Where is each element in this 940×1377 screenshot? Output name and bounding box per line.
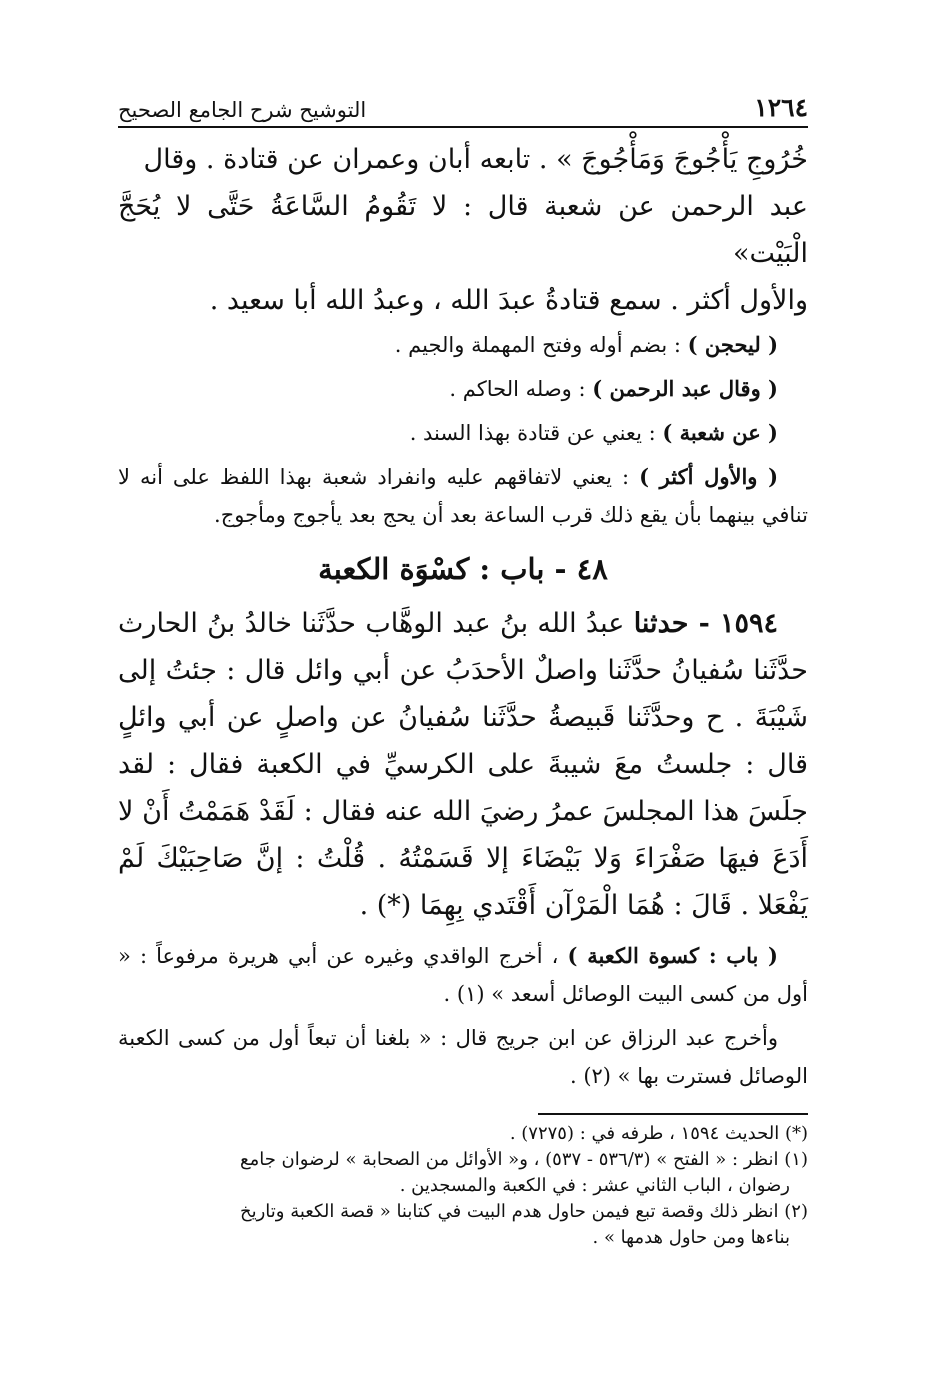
footnote-continuation: رضوان ، الباب الثاني عشر : في الكعبة والمسجدين . — [399, 1175, 790, 1196]
running-header — [118, 78, 808, 128]
note-paragraph — [118, 370, 808, 408]
hadith-number: ١٥٩٤ - حدثنا — [633, 608, 778, 639]
note-paragraph — [118, 326, 808, 364]
note-term: ( عن شعبة ) — [662, 420, 778, 445]
note-text: : يعني لاتفاقهم عليه وانفراد شعبة بهذا اللفظ على أنه لا تنافي بينهما بأن يقع ذلك قرب الساعة بعد أن يحج بعد يأجوج ومأجوج. — [118, 465, 808, 527]
note-term: ( ليحجن ) — [687, 332, 778, 357]
book-title: التوشيح شرح الجامع الصحيح — [118, 98, 367, 122]
note-text: : يعني عن قتادة بهذا السند . — [409, 421, 663, 445]
chapter-heading: ٤٨ - باب : كسْوَة الكعبة — [318, 552, 608, 586]
commentary-text: ، أخرج الواقدي وغيره عن أبي هريرة مرفوعاً : « أول من كسى البيت الوصائل أسعد » (١) . — [118, 944, 808, 1006]
hadith-paragraph — [118, 600, 808, 929]
commentary-term: ( باب : كسوة الكعبة ) — [567, 943, 778, 968]
intro-line: عبد الرحمن عن شعبة قال : لا تَقُومُ السَّاعَةُ حَتَّى لا يُحَجَّ الْبَيْت» — [118, 191, 808, 269]
book-page — [118, 78, 808, 1251]
commentary-text: وأخرج عبد الرزاق عن ابن جريج قال : « بلغنا أن تبعاً أول من كسى الكعبة الوصائل فسترت بها » (٢) . — [118, 1026, 808, 1088]
note-term: ( وقال عبد الرحمن ) — [592, 376, 778, 401]
note-term: ( والأول أكثر ) — [639, 464, 779, 489]
page-number: ١٢٦٤ — [754, 93, 808, 122]
commentary-paragraph — [118, 937, 808, 1013]
footnote-separator — [538, 1113, 808, 1115]
intro-line: خُرُوجِ يَأْجُوجَ وَمَأْجُوجَ » . تابعه أبان وعمران عن قتادة . وقال — [143, 144, 808, 175]
footnote: (*) الحديث ١٥٩٤ ، طرفه في : (٧٢٧٥) . — [509, 1123, 808, 1144]
intro-line: والأول أكثر . سمع قتادةُ عبدَ الله ، وعبدُ الله أبا سعيد . — [209, 285, 808, 316]
note-text: : وصله الحاكم . — [449, 377, 593, 401]
note-paragraph — [118, 458, 808, 534]
footnote-continuation: بناءها ومن حاول هدمها » . — [592, 1227, 790, 1248]
footnote: (٢) انظر ذلك وقصة تبع فيمن حاول هدم البيت في كتابنا « قصة الكعبة وتاريخ — [239, 1201, 808, 1222]
commentary-paragraph — [118, 1019, 808, 1095]
note-paragraph — [118, 414, 808, 452]
hadith-text: عبدُ الله بنُ عبد الوهَّاب حدَّثَنا خالدُ بنُ الحارث حدَّثَنا سُفيانُ حدَّثَنا واصلٌ الأحدَبُ عن أبي وائل قال : جئتُ إلى شَيْبَةَ . ح وحدَّثَنا قَبيصةُ حدَّثَنا سُفيانُ عن واصلٍ عن أبي وائلٍ قال : جلستُ معَ شيبةَ على الكرسيِّ في الكعبة فقال : لقد جلَسَ هذا المجلسَ عمرُ رضيَ الله عنه فقال : لَقَدْ هَمَمْتُ أَنْ لا أَدَعَ فيهَا صَفْرَاءَ وَلا بَيْضَاءَ إلا قَسَمْتُهُ . قُلْتُ : إنَّ صَاحِبَيْكَ لَمْ يَفْعَلا . قَالَ : هُمَا الْمَرْآن أَقْتَدي بِهِمَا (*) . — [118, 608, 808, 921]
footnote: (١) انظر : « الفتح » (٥٣٦/٣ - ٥٣٧) ، و« الأوائل من الصحابة » لرضوان جامع — [239, 1149, 808, 1170]
note-text: : بضم أوله وفتح المهملة والجيم . — [394, 333, 688, 357]
